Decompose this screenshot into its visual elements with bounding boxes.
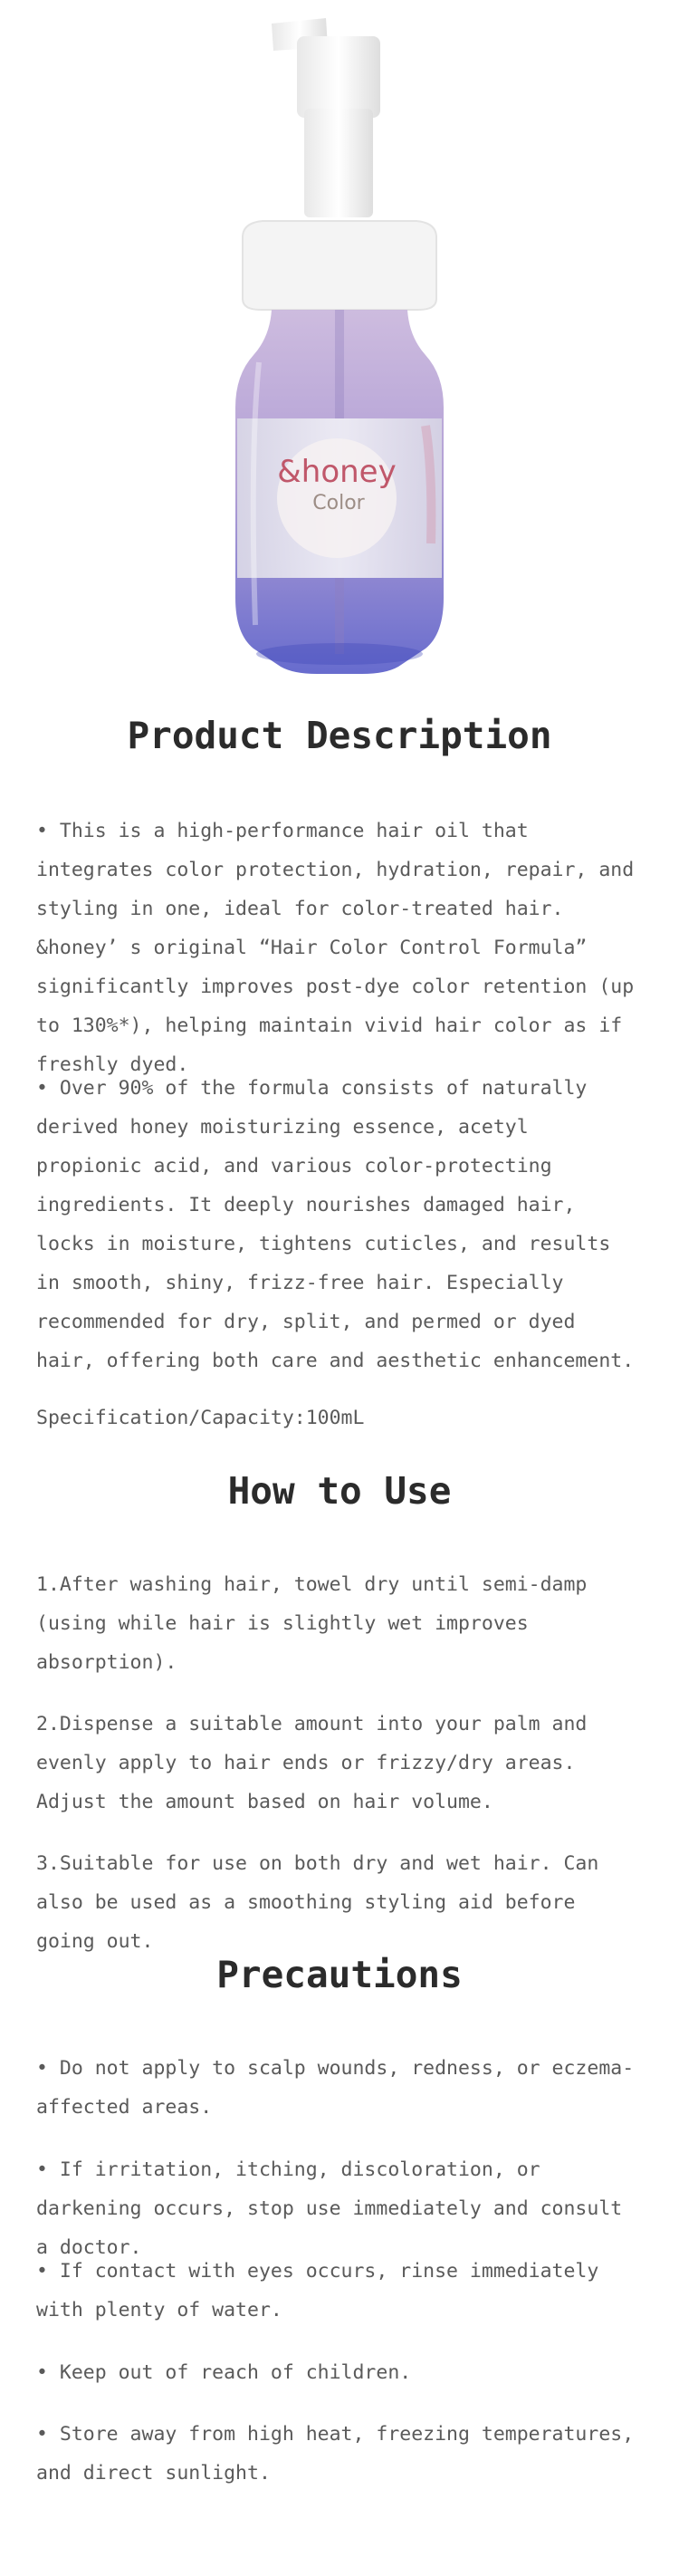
- brand-logo-text: &honey: [277, 454, 397, 490]
- how-to-use-step-1: 1.After washing hair, towel dry until semi-damp (using while hair is slightly wet improves absorption).: [36, 1573, 588, 1674]
- how-to-use-step-2: 2.Dispense a suitable amount into your palm and evenly apply to hair ends or frizzy/dry areas. Adjust the amount based on hair volume.: [36, 1713, 588, 1813]
- section-title-how-to-use: How to Use: [227, 1469, 452, 1513]
- description-paragraph-2: • Over 90% of the formula consists of naturally derived honey moisturizing essence, acetyl propionic acid, and various color-protecting ingredients. It deeply nourishes damaged hair, locks in moisture, tightens cuticles, and results in smooth, shiny, frizz-free hair. Especially recommended for dry, split, and permed or dyed hair, offering both care and aesthetic enhancement.: [36, 1077, 635, 1372]
- product-hero-image: [0, 0, 679, 697]
- precaution-item-2: • If irritation, itching, discoloration, or darkening occurs, stop use immediately and consult a doctor.: [36, 2158, 623, 2259]
- precaution-item-4: • Keep out of reach of children.: [36, 2361, 412, 2384]
- precaution-item-5: • Store away from high heat, freezing temperatures, and direct sunlight.: [36, 2423, 635, 2485]
- description-paragraph-1: • This is a high-performance hair oil that integrates color protection, hydration, repair, and styling in one, ideal for color-treated hair. &honey’ s original “Hair Color Control Formula” significantly improves post-dye color retention (up to 130%*), helping maintain vivid hair color as if freshly dyed.: [36, 820, 635, 1076]
- brand-line-text: Color: [312, 492, 365, 514]
- section-title-precautions: Precautions: [216, 1953, 463, 1996]
- pump-collar: [243, 221, 436, 310]
- precaution-item-1: • Do not apply to scalp wounds, redness, or eczema-affected areas.: [36, 2057, 635, 2119]
- section-title-description: Product Description: [127, 714, 552, 757]
- pump-stem: [304, 109, 373, 217]
- hair-oil-bottle-illustration: [0, 0, 679, 697]
- how-to-use-step-3: 3.Suitable for use on both dry and wet hair. Can also be used as a smoothing styling aid before going out.: [36, 1852, 599, 1953]
- bottle-base: [256, 643, 423, 665]
- pump-head: [297, 36, 380, 118]
- precaution-item-3: • If contact with eyes occurs, rinse immediately with plenty of water.: [36, 2260, 599, 2321]
- specification-capacity: Specification/Capacity:100mL: [36, 1407, 365, 1429]
